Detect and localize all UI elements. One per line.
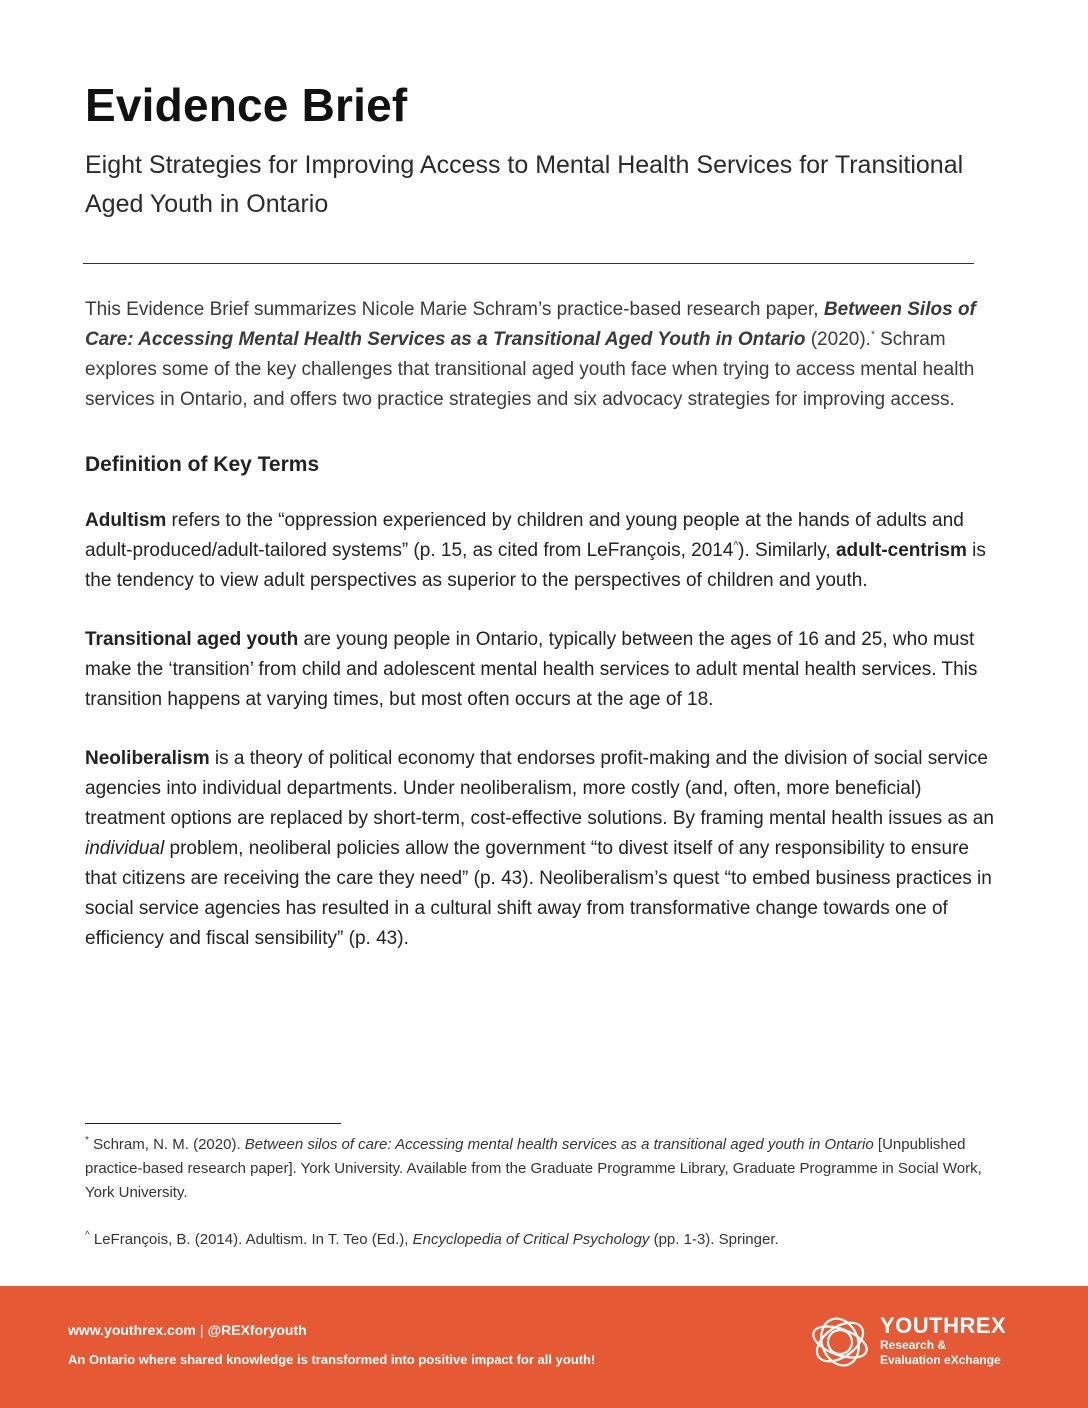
intro-year: (2020). [805, 329, 871, 350]
definition-text: is a theory of political economy that endorses profit-making and the division of social service agencies into individual departments. Under neoliberalism, more costly (and, often, more beneficial) treatment options are replaced by short-term, cost-effective solutions. By framing mental health issues as an [85, 748, 994, 829]
intro-text-continued: Schram explores some of the key challenges that transitional aged youth face when trying to access mental health services in Ontario, and offers two practice strategies and six advocacy strategies for improving access. [85, 329, 975, 410]
footnote-text: (pp. 1-3). Springer. [649, 1231, 779, 1248]
definition-neoliberalism [85, 744, 1005, 954]
logo [880, 1314, 1006, 1368]
link-separator: | [199, 1322, 204, 1338]
footnote-1 [85, 1133, 995, 1205]
footnote-text: LeFrançois, B. (2014). Adultism. In T. Teo (Ed.), [89, 1231, 413, 1248]
definition-text: is the tendency to view adult perspectives as superior to the perspectives of children and youth. [85, 540, 986, 591]
footnote-mark: ^ [85, 1230, 90, 1241]
emphasis-individual: individual [85, 838, 165, 859]
intro-text: This Evidence Brief summarizes Nicole Marie Schram’s practice-based research paper, [85, 299, 824, 320]
footnote-title: Between silos of care: Accessing mental health services as a transitional aged youth in Ontario [244, 1136, 874, 1153]
definition-transitional-aged-youth [85, 625, 1005, 715]
logo-subtitle-line-1: Research & [880, 1338, 947, 1352]
footer-tagline: An Ontario where shared knowledge is transformed into positive impact for all youth! [68, 1352, 596, 1367]
main-content [85, 295, 1005, 954]
term-adultism: Adultism [85, 510, 167, 531]
footnote-ref-1[interactable]: * [870, 329, 875, 341]
footnote-title: Encyclopedia of Critical Psychology [412, 1231, 650, 1248]
footer-links [68, 1322, 307, 1338]
definition-text: ). Similarly, [738, 540, 836, 561]
website-link[interactable]: www.youthrex.com [68, 1322, 196, 1338]
paper-title: Between Silos of Care: Accessing Mental Health Services as a Transitional Aged Youth in Ontario [85, 299, 976, 350]
footer-banner [0, 1286, 1088, 1408]
term-transitional-aged-youth: Transitional aged youth [85, 629, 299, 650]
logo-subtitle-line-2: Evaluation eXchange [880, 1353, 1001, 1367]
definition-text: problem, neoliberal policies allow the government “to divest itself of any responsibility to ensure that citizens are receiving the care they need” (p. 43). Neoliberalism’s quest “to embed business practices in social service agencies has resulted in a cultural shift away from transformative change towards one of efficiency and fiscal sensibility” (p. 43). [85, 838, 992, 949]
definition-text: refers to the “oppression experienced by children and young people at the hands of adults and adult-produced/adult-tailored systems” (p. 15, as cited from LeFrançois, 2014 [85, 510, 964, 561]
footnote-ref-2[interactable]: ^ [733, 540, 739, 552]
footnote-text: Schram, N. M. (2020). [88, 1136, 245, 1153]
definition-text: are young people in Ontario, typically between the ages of 16 and 25, who must make the ‘transition’ from child and adolescent mental health services to adult mental health services. This transition happens at varying times, but most often occurs at the age of 18. [85, 629, 978, 710]
page-title: Evidence Brief [85, 79, 408, 131]
term-adult-centrism: adult-centrism [835, 540, 967, 561]
section-heading-key-terms: Definition of Key Terms [85, 453, 320, 476]
footnote-divider [85, 1123, 341, 1124]
logo-name: YOUTHREX [880, 1313, 1007, 1338]
footnote-2 [85, 1228, 995, 1252]
intro-paragraph [85, 295, 1005, 415]
term-neoliberalism: Neoliberalism [85, 748, 210, 769]
social-handle-link[interactable]: @REXforyouth [207, 1322, 307, 1338]
footnote-text: [Unpublished practice-based research paper]. York University. Available from the Graduate Programme Library, Graduate Programme in Social Work, York University. [85, 1136, 982, 1201]
interlocking-circles-icon [806, 1308, 874, 1376]
page-subtitle: Eight Strategies for Improving Access to Mental Health Services for Transitional Aged Youth in Ontario [85, 151, 964, 218]
definition-adultism [85, 506, 1005, 596]
header-divider [83, 263, 974, 264]
footnote-mark: * [85, 1135, 89, 1146]
footnotes [85, 1133, 995, 1252]
